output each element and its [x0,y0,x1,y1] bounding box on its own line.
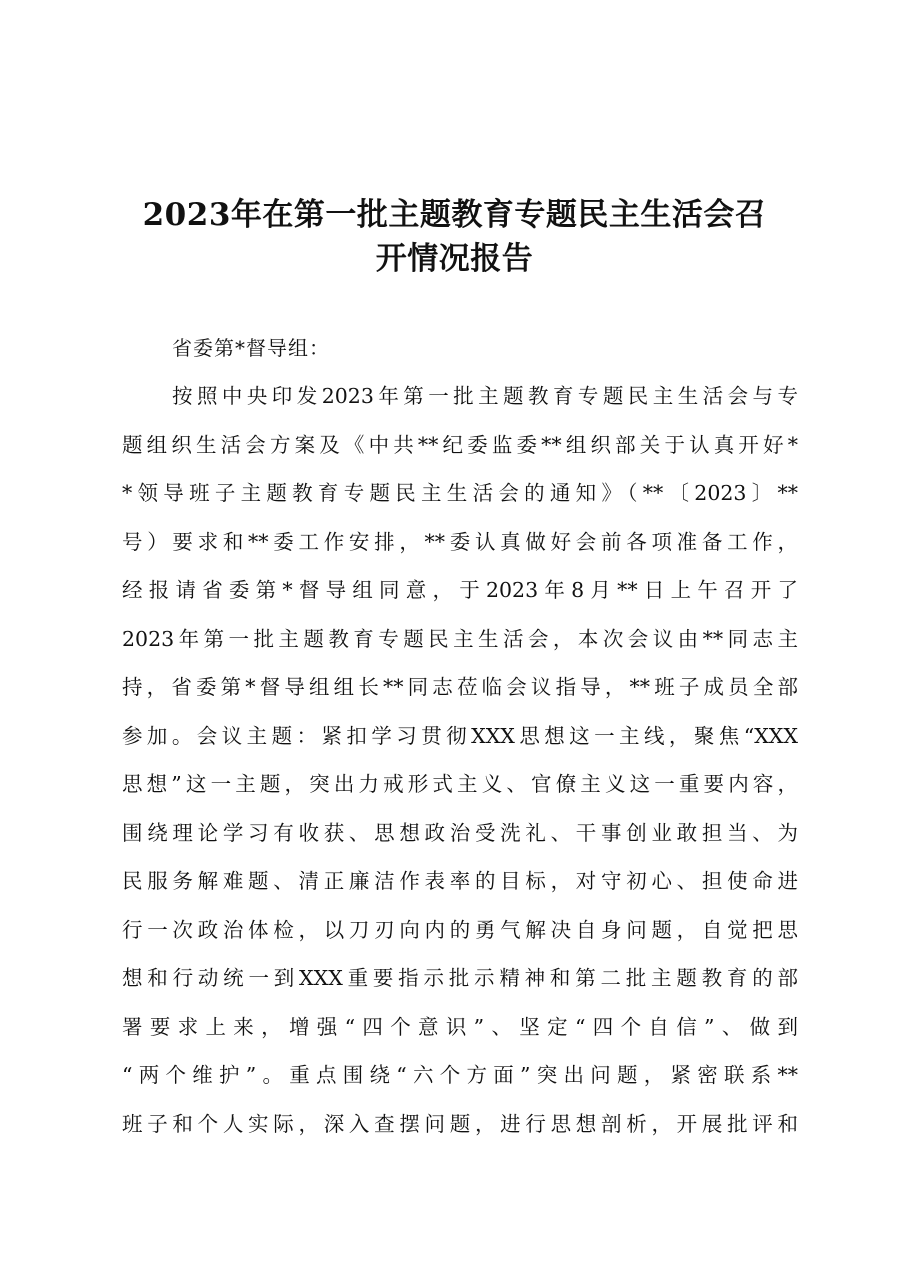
body-line: 号）要求和**委工作安排，**委认真做好会前各项准备工作， [122,529,798,554]
body-line: 参加。会议主题：紧扣学习贯彻XXX思想这一主线，聚焦“XXX [122,723,798,748]
body-line: 2023年第一批主题教育专题民主生活会，本次会议由**同志主 [122,626,798,651]
document-title [100,193,809,281]
body-line: 行一次政治体检，以刀刃向内的勇气解决自身问题，自觉把思 [122,917,798,942]
title-line-2: 开情况报告 [375,241,534,277]
body-line: 署要求上来，增强“四个意识”、坚定“四个自信”、做到 [122,1014,798,1039]
body-paragraph [122,372,798,1148]
title-line-1: 2023年在第一批主题教育专题民主生活会召 [142,197,767,233]
body-line: 题组织生活会方案及《中共**纪委监委**组织部关于认真开好* [122,432,798,457]
body-line: “两个维护”。重点围绕“六个方面”突出问题，紧密联系** [122,1063,798,1087]
body-line: 民服务解难题、清正廉洁作表率的目标，对守初心、担使命进 [122,869,798,893]
body-line: 思想”这一主题，突出力戒形式主义、官僚主义这一重要内容， [122,772,798,796]
salutation: 省委第*督导组： [172,336,330,360]
body-line: 班子和个人实际，深入查摆问题，进行思想剖析，开展批评和 [122,1111,798,1136]
body-line: 按照中央印发2023年第一批主题教育专题民主生活会与专 [172,384,798,408]
body-line: 想和行动统一到XXX重要指示批示精神和第二批主题教育的部 [122,966,798,990]
body-line: *领导班子主题教育专题民主生活会的通知》（**〔2023〕** [122,481,798,505]
body-line: 围绕理论学习有收获、思想政治受洗礼、干事创业敢担当、为 [122,820,798,845]
body-line: 经报请省委第*督导组同意，于2023年8月**日上午召开了 [122,578,798,602]
body-line: 持，省委第*督导组组长**同志莅临会议指导，**班子成员全部 [122,675,798,699]
